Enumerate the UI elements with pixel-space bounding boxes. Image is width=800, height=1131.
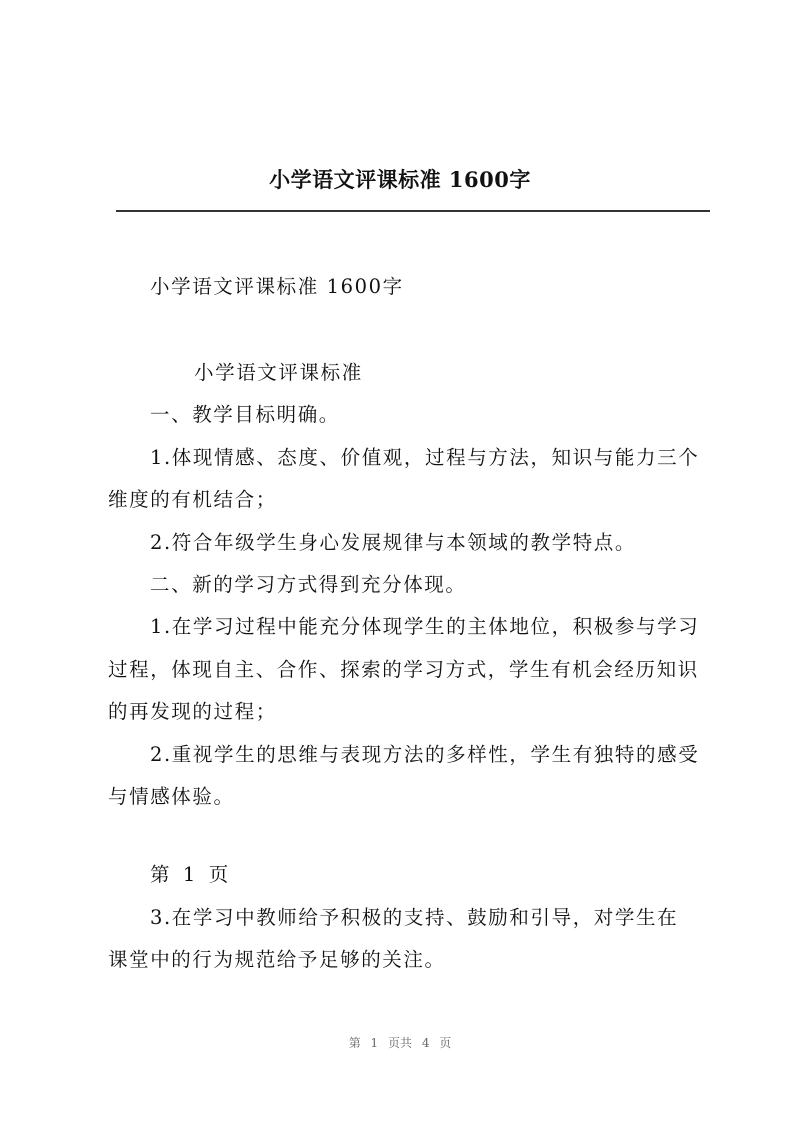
item-2-1-line-1: 1.在学习过程中能充分体现学生的主体地位，积极参与学习 (150, 615, 700, 638)
item-2-2-line-2: 与情感体验。 (108, 785, 235, 808)
item-2-2-line-1: 2.重视学生的思维与表现方法的多样性，学生有独特的感受 (150, 743, 700, 766)
section-2-heading: 二、新的学习方式得到充分体现。 (150, 573, 467, 596)
document-subtitle: 小学语文评课标准 1600字 (150, 275, 404, 298)
title-divider (116, 210, 710, 212)
item-1-1-line-1: 1.体现情感、态度、价值观，过程与方法，知识与能力三个 (150, 446, 700, 469)
section-heading: 小学语文评课标准 (194, 361, 363, 384)
item-1-1-line-2: 维度的有机结合； (108, 488, 277, 511)
document-title: 小学语文评课标准 1600字 (269, 167, 531, 192)
item-2-3-line-1: 3.在学习中教师给予积极的支持、鼓励和引导，对学生在 (150, 906, 679, 929)
item-2-3-line-2: 课堂中的行为规范给予足够的关注。 (108, 948, 446, 971)
item-2-1-line-3: 的再发现的过程； (108, 700, 277, 723)
page-footer: 第 1 页共 4 页 (348, 1036, 452, 1050)
inline-page-marker: 第 1 页 (150, 863, 230, 886)
item-1-2: 2.符合年级学生身心发展规律与本领域的教学特点。 (150, 531, 637, 554)
item-2-1-line-2: 过程，体现自主、合作、探索的学习方式，学生有机会经历知识 (108, 658, 699, 681)
section-1-heading: 一、教学目标明确。 (150, 403, 340, 426)
